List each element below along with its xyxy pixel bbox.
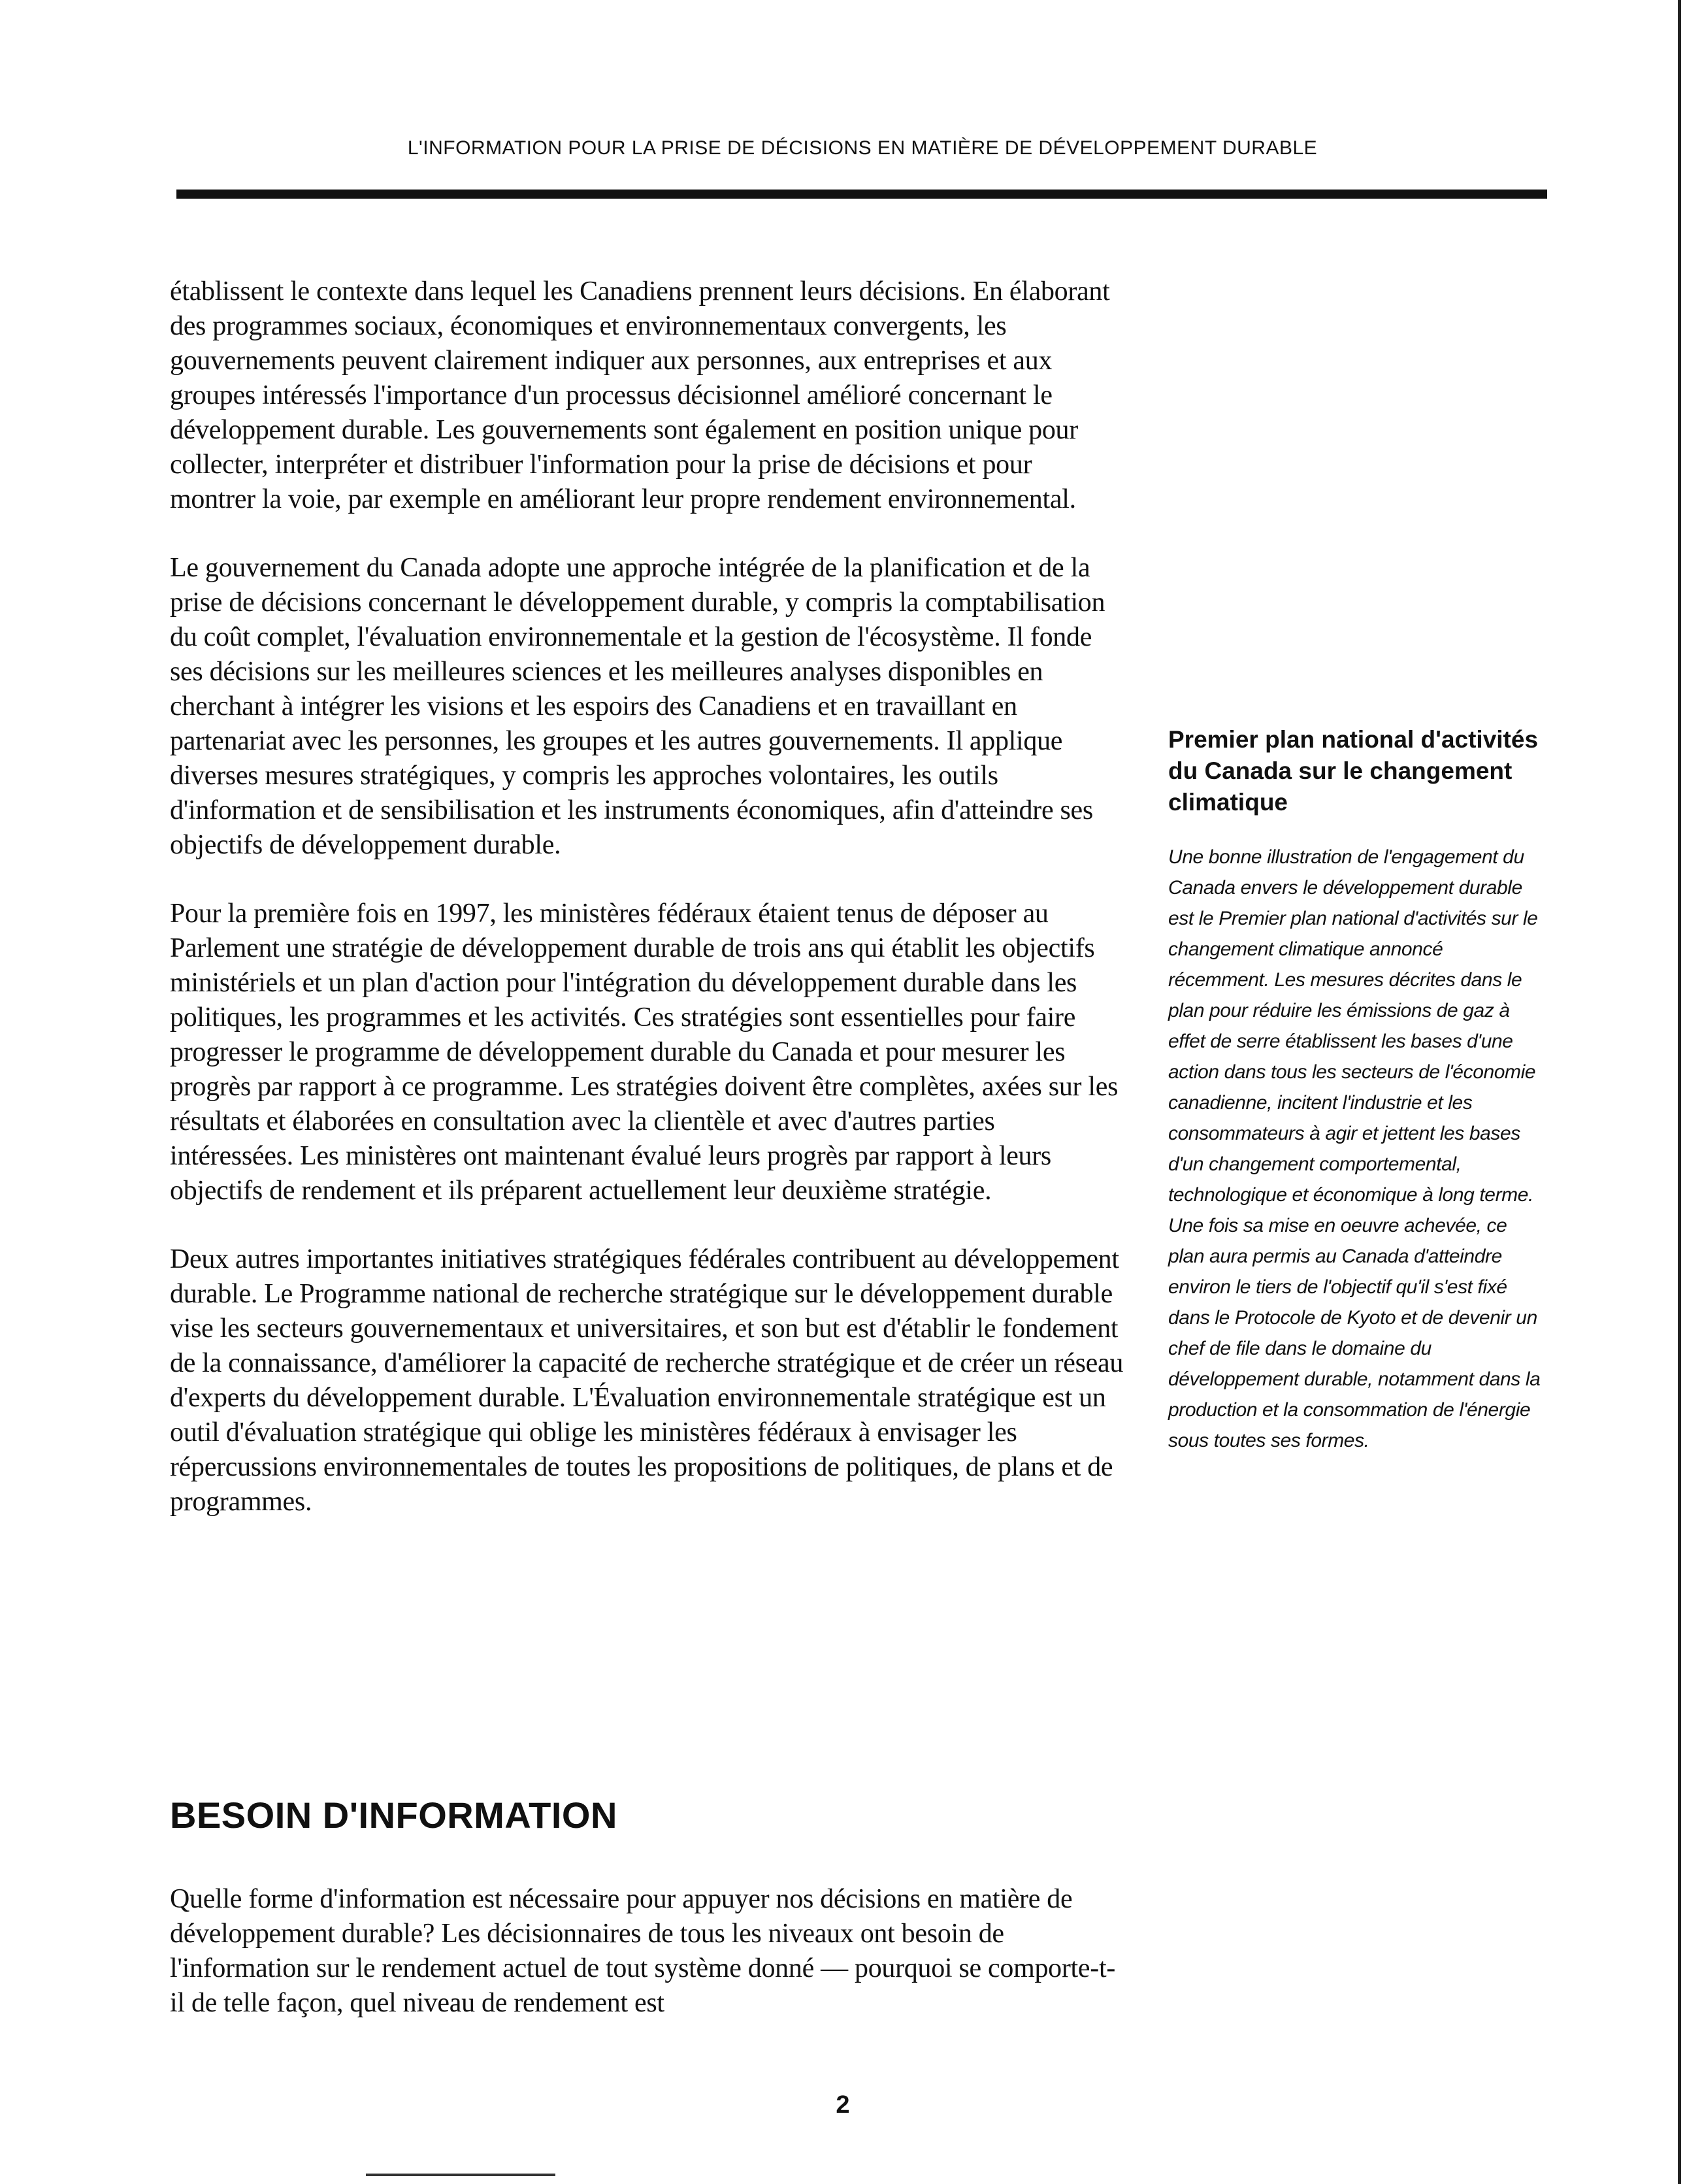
body-paragraph-4: Deux autres importantes initiatives stratégiques fédérales contribuent au développement durable. Le Programme national de recherche stratégique sur le développement durable vise les secteurs gouvernementaux et universitaires, et son but est d'établir le fondement de la connaissance, d'améliorer la capacité de recherche stratégique et de créer un réseau d'experts du développement durable. L'Évaluation environnementale stratégique est un outil d'évaluation stratégique qui oblige les ministères fédéraux à envisager les répercussions environnementales de toutes les propositions de politiques, de plans et de programmes. <box>170 1244 1124 1517</box>
footer-rule <box>366 2174 555 2176</box>
page-number: 2 <box>836 2091 850 2119</box>
page-edge-border <box>1678 0 1681 2184</box>
sidebar-title: Premier plan national d'activités du Canada sur le changement climatique <box>1168 726 1539 816</box>
body-paragraph-3: Pour la première fois en 1997, les ministères fédéraux étaient tenus de déposer au Parlement une stratégie de développement durable de trois ans qui établit les objectifs ministériels et un plan d'action pour l'intégration du développement durable dans les politiques, les programmes et les activités. Ces stratégies sont essentielles pour faire progresser le programme de développement durable du Canada et pour mesurer les progrès par rapport à ce programme. Les stratégies doivent être complètes, axées sur les résultats et élaborées en consultation avec la clientèle et avec d'autres parties intéressées. Les ministères ont maintenant évalué leurs progrès par rapport à leurs objectifs de rendement et ils préparent actuellement leur deuxième stratégie. <box>170 899 1119 1206</box>
sidebar-body: Une bonne illustration de l'engagement du Canada envers le développement durable est le Premier plan national d'activités sur le changement climatique annoncé récemment. Les mesures décrites dans le plan pour réduire les émissions de gaz à effet de serre établissent les bases d'une action dans tous les secteurs de l'économie canadienne, incitent l'industrie et les consommateurs à agir et jettent les bases d'un changement comportemental, technologique et économique à long terme. Une fois sa mise en oeuvre achevée, ce plan aura permis au Canada d'atteindre environ le tiers de l'objectif qu'il s'est fixé dans le Protocole de Kyoto et de devenir un chef de file dans le domaine du développement durable, notamment dans la production et la consommation de l'énergie sous toutes ses formes. <box>1168 846 1541 1451</box>
running-header: L'INFORMATION POUR LA PRISE DE DÉCISIONS EN MATIÈRE DE DÉVELOPPEMENT DURABLE <box>407 137 1318 159</box>
header-rule <box>176 190 1547 199</box>
main-column <box>170 274 1124 1553</box>
section-paragraph: Quelle forme d'information est nécessaire pour appuyer nos décisions en matière de développement durable? Les décisionnaires de tous les niveaux ont besoin de l'information sur le rendement actuel de tout système donné — pourquoi se comporte-t-il de telle façon, quel niveau de rendement est <box>170 1884 1116 2018</box>
body-paragraph-2: Le gouvernement du Canada adopte une approche intégrée de la planification et de la prise de décisions concernant le développement durable, y compris la comptabilisation du coût complet, l'évaluation environnementale et la gestion de l'écosystème. Il fonde ses décisions sur les meilleures sciences et les meilleures analyses disponibles en cherchant à intégrer les visions et les espoirs des Canadiens et en travaillant en partenariat avec les personnes, les groupes et les autres gouvernements. Il applique diverses mesures stratégiques, y compris les approches volontaires, les outils d'information et de sensibilisation et les instruments économiques, afin d'atteindre ses objectifs de développement durable. <box>170 553 1105 860</box>
section-heading: BESOIN D'INFORMATION <box>170 1795 617 1836</box>
sidebar-callout <box>1168 724 1547 1456</box>
body-paragraph-1: établissent le contexte dans lequel les Canadiens prennent leurs décisions. En élaborant des programmes sociaux, économiques et environnementaux convergents, les gouvernements peuvent clairement indiquer aux personnes, aux entreprises et aux groupes intéressés l'importance d'un processus décisionnel amélioré concernant le développement durable. Les gouvernements sont également en position unique pour collecter, interpréter et distribuer l'information pour la prise de décisions et pour montrer la voie, par exemple en améliorant leur propre rendement environnemental. <box>170 276 1110 514</box>
